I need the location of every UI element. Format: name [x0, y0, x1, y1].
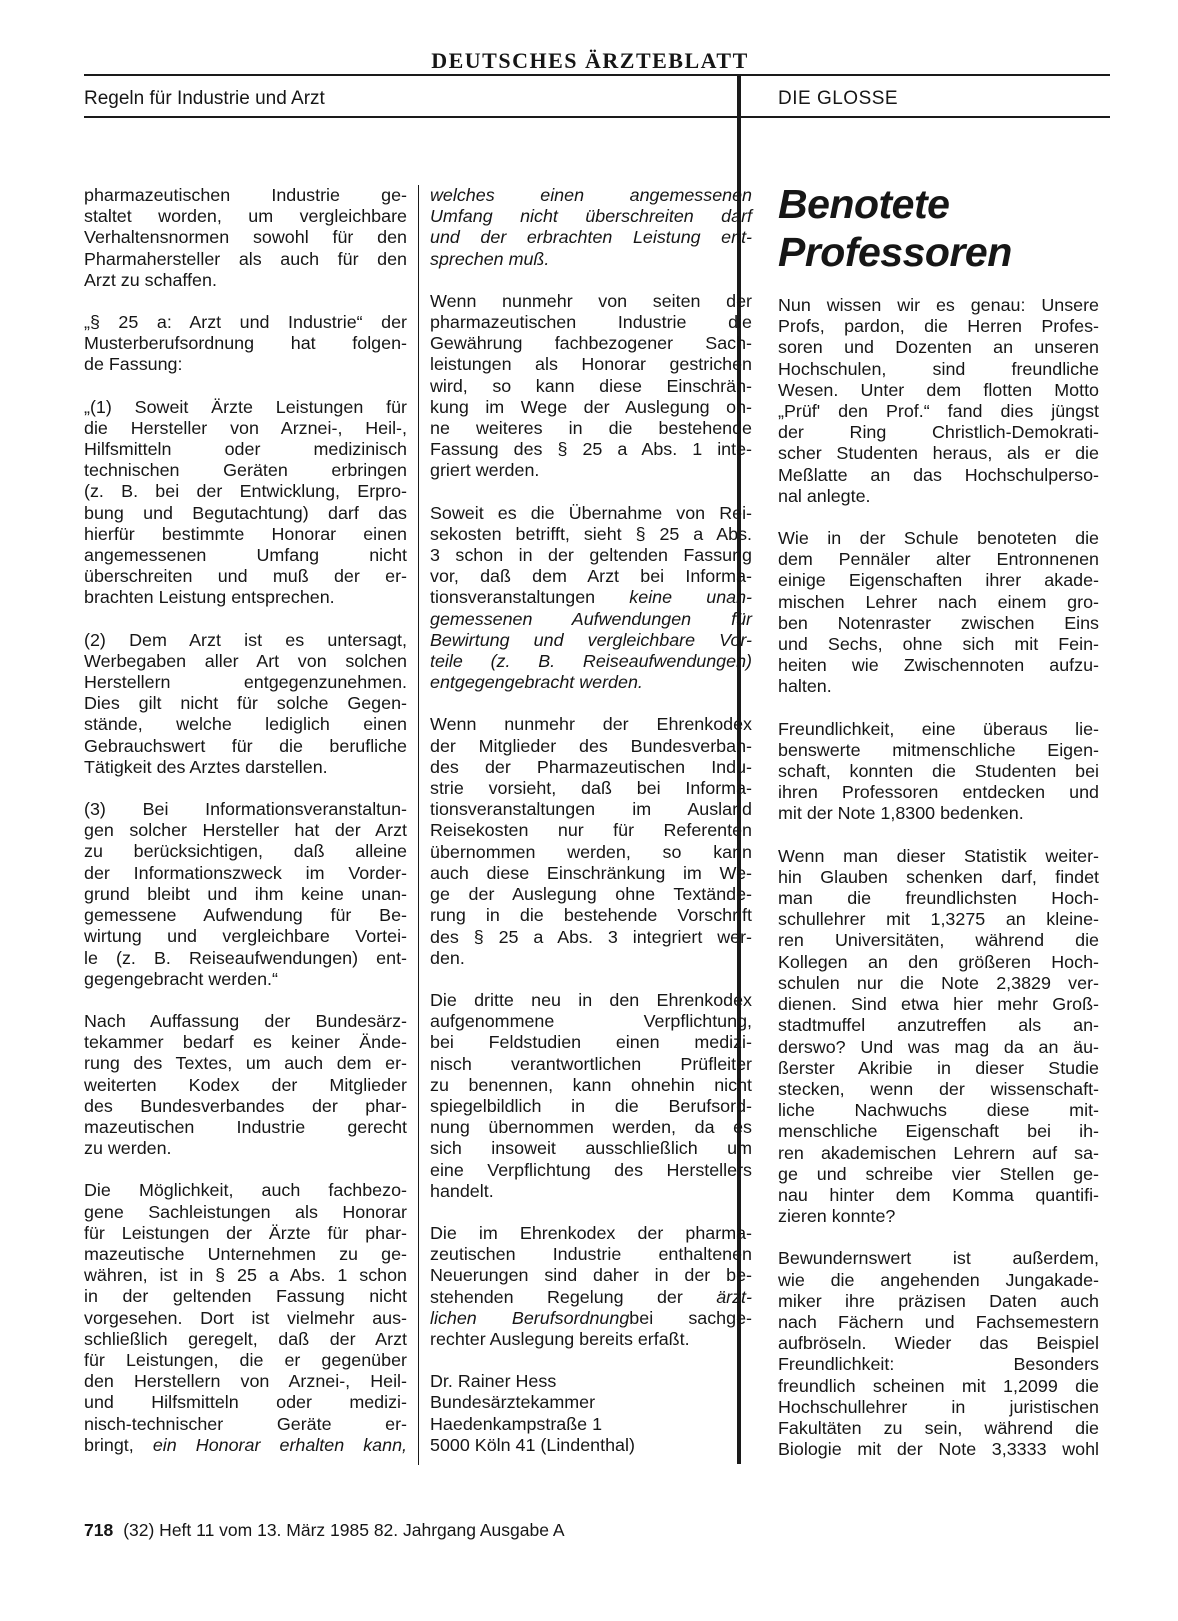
- text-line: miker ihre präzisen Daten auch: [778, 1290, 1099, 1311]
- text-line: mit der Note 1,8300 bedenken.: [778, 803, 1024, 824]
- paragraph: [778, 1248, 1099, 1460]
- text-line: grund bleibt und ihm keine unan-: [84, 883, 407, 904]
- paragraph: [84, 397, 407, 609]
- paragraph: [430, 1371, 752, 1456]
- text-line: des Bundesverbandes der phar-: [84, 1095, 407, 1116]
- paragraph: [430, 291, 752, 482]
- section-label-left: Regeln für Industrie und Arzt: [84, 88, 325, 109]
- text-line: [84, 1435, 407, 1456]
- text-line: menschliche Eigenschaft bei ih-: [778, 1121, 1099, 1142]
- text-line: der Informationszweck im Vorder-: [84, 862, 407, 883]
- paragraph: [778, 719, 1099, 825]
- header-top-rule: [84, 74, 1110, 76]
- article-column-1: [84, 185, 407, 1477]
- paragraph: [84, 799, 407, 990]
- text-line: weiterten Kodex der Mitglieder: [84, 1074, 407, 1095]
- text-line: pharmazeutischen Industrie die: [430, 312, 752, 333]
- paragraph: [84, 185, 407, 291]
- italic-span: ein Honorar erhalten kann,: [152, 1434, 407, 1455]
- text-line: le (z. B. Reiseaufwendungen) ent-: [84, 947, 407, 968]
- text-line: freundlich scheinen mit 1,2099 die: [778, 1375, 1099, 1396]
- text-line: aufbröseln. Wieder das Beispiel: [778, 1333, 1099, 1354]
- text-line: griert werden.: [430, 460, 540, 481]
- paragraph: [778, 528, 1099, 698]
- text-line: Bewirtung und vergleichbare Vor-: [430, 629, 752, 650]
- text-line: Nun wissen wir es genau: Unsere: [778, 295, 1099, 315]
- issue-info: (32) Heft 11 vom 13. März 1985 82. Jahrgang Ausgabe A: [123, 1520, 565, 1540]
- article-column-2: [430, 185, 752, 1477]
- text-line: Dies gilt nicht für solche Gegen-: [84, 693, 407, 714]
- text-line: übernommen werden, so kann: [430, 841, 752, 862]
- paragraph: [430, 714, 752, 968]
- text-line: Tätigkeit des Arztes darstellen.: [84, 756, 328, 777]
- text-line: „Prüf' den Prof.“ fand dies jüngst: [778, 401, 1099, 422]
- paragraph: [430, 185, 752, 270]
- italic-span: keine unan-: [629, 587, 753, 608]
- text-line: rechter Auslegung bereits erfaßt.: [430, 1328, 690, 1349]
- text-line: derswo? Und was mag da an äu-: [778, 1036, 1099, 1057]
- text-line: welches einen angemessenen: [430, 185, 752, 205]
- section-label-right: DIE GLOSSE: [778, 88, 899, 109]
- text-line: die Hersteller von Arznei-, Heil-,: [84, 417, 407, 438]
- text-span: bei sachge-: [629, 1307, 752, 1328]
- text-line: Arzt zu schaffen.: [84, 269, 217, 290]
- text-line: schullehrer mit 1,3275 an kleine-: [778, 909, 1099, 930]
- text-line: stände, welche lediglich einen: [84, 714, 407, 735]
- text-line: schulen nur die Note 2,3829 ver-: [778, 972, 1099, 993]
- text-line: Musterberufsordnung hat folgen-: [84, 333, 407, 354]
- text-line: und Sechs, ohne sich mit Fein-: [778, 634, 1099, 655]
- text-line: dienen. Sind etwa hier mehr Groß-: [778, 994, 1099, 1015]
- text-line: aufgenommene Verpflichtung,: [430, 1011, 752, 1032]
- text-line: technischen Geräten erbringen: [84, 460, 407, 481]
- text-line: Fassung des § 25 a Abs. 1 inte-: [430, 439, 752, 460]
- text-line: hin Glauben schenken darf, findet: [778, 866, 1099, 887]
- text-line: sich insoweit ausschließlich um: [430, 1138, 752, 1159]
- text-span: stehenden Regelung der: [430, 1286, 717, 1307]
- paragraph: [778, 846, 1099, 1228]
- text-line: nau hinter dem Komma quantifi-: [778, 1184, 1099, 1205]
- paragraph: [84, 630, 407, 778]
- column-separator-thin: [418, 185, 419, 1465]
- text-line: des der Pharmazeutischen Indu-: [430, 756, 752, 777]
- text-line: rung in die bestehende Vorschrift: [430, 905, 752, 926]
- paragraph: [84, 1180, 407, 1456]
- paragraph: [84, 1011, 407, 1159]
- text-line: wirtung und vergleichbare Vortei-: [84, 926, 407, 947]
- text-line: währen, ist in § 25 a Abs. 1 schon: [84, 1265, 407, 1286]
- text-line: mazeutische Unternehmen zu ge-: [84, 1243, 407, 1264]
- text-span: bringt,: [84, 1434, 153, 1455]
- text-line: und der erbrachten Leistung ent-: [430, 227, 752, 248]
- text-line: zu berücksichtigen, daß alleine: [84, 841, 407, 862]
- text-line: sekosten betrifft, sieht § 25 a Abs.: [430, 523, 752, 544]
- text-span: tionsveranstaltungen: [430, 587, 630, 608]
- text-line: ge und schreibe vier Stellen ge-: [778, 1163, 1099, 1184]
- text-line: (2) Dem Arzt ist es untersagt,: [84, 629, 407, 650]
- text-line: sprechen muß.: [430, 248, 550, 269]
- text-line: mazeutischen Industrie gerecht: [84, 1116, 407, 1137]
- text-line: dem Pennäler alter Entronnenen: [778, 549, 1099, 570]
- text-line: stecken, wenn der wissenschaft-: [778, 1078, 1099, 1099]
- text-line: ben Notenraster zwischen Eins: [778, 612, 1099, 633]
- text-line: ne weiteres in die bestehende: [430, 418, 752, 439]
- text-line: Wenn nunmehr von seiten der: [430, 290, 752, 311]
- text-line: scher Studenten heraus, als er die: [778, 443, 1099, 464]
- text-line: benswerte mitmenschliche Eigen-: [778, 739, 1099, 760]
- text-line: Freundlichkeit, eine überaus lie-: [778, 718, 1099, 739]
- text-line: für Leistungen der Ärzte für phar-: [84, 1222, 407, 1243]
- text-line: liche Nachwuchs diese mit-: [778, 1100, 1099, 1121]
- text-line: Gewährung fachbezogener Sach-: [430, 333, 752, 354]
- text-line: ihren Professoren entdecken und: [778, 782, 1099, 803]
- text-line: heiten wie Zwischennoten aufzu-: [778, 655, 1099, 676]
- text-line: Reisekosten nur für Referenten: [430, 820, 752, 841]
- text-line: Wie in der Schule benoteten die: [778, 528, 1099, 549]
- text-line: Hochschullehrer in juristischen: [778, 1396, 1099, 1417]
- text-line: leistungen als Honorar gestrichen: [430, 354, 752, 375]
- text-line: man die freundlichsten Hoch-: [778, 888, 1099, 909]
- text-line: entgegengebracht werden.: [430, 672, 643, 693]
- text-line: der Mitglieder des Bundesverban-: [430, 735, 752, 756]
- paragraph: [430, 990, 752, 1202]
- text-line: [430, 1287, 752, 1308]
- text-line: Hochschulen, sind freundliche: [778, 358, 1099, 379]
- text-line: [430, 1308, 752, 1329]
- text-line: und Hilfsmitteln oder medizi-: [84, 1392, 407, 1413]
- text-line: vor, daß dem Arzt bei Informa-: [430, 566, 752, 587]
- text-line: [430, 587, 752, 608]
- text-line: Wenn man dieser Statistik weiter-: [778, 845, 1099, 866]
- text-line: den.: [430, 947, 465, 968]
- text-line: Kollegen an den größeren Hoch-: [778, 951, 1099, 972]
- text-line: Die im Ehrenkodex der pharma-: [430, 1222, 752, 1243]
- text-line: rung des Textes, um auch dem er-: [84, 1053, 407, 1074]
- author-signature: [430, 1371, 752, 1456]
- text-line: Verhaltensnormen sowohl für den: [84, 227, 407, 248]
- paragraph: [778, 295, 1099, 507]
- text-line: eine Verpflichtung des Herstellers: [430, 1159, 752, 1180]
- text-line: Fakultäten zu sein, während die: [778, 1417, 1099, 1438]
- text-line: handelt.: [430, 1180, 494, 1201]
- headline-line-2: Professoren: [778, 229, 1012, 275]
- text-line: (z. B. bei der Entwicklung, Erpro-: [84, 481, 407, 502]
- text-line: schaft, konnten die Studenten bei: [778, 761, 1099, 782]
- signature-street: Haedenkampstraße 1: [430, 1413, 603, 1434]
- text-line: Soweit es die Übernahme von Rei-: [430, 502, 752, 523]
- text-line: für Leistungen, die er gegenüber: [84, 1349, 407, 1370]
- text-line: de Fassung:: [84, 354, 183, 375]
- text-line: ßerster Akribie in dieser Studie: [778, 1057, 1099, 1078]
- glosse-headline: [778, 180, 1108, 276]
- text-line: „§ 25 a: Arzt und Industrie“ der: [84, 312, 407, 333]
- signature-city: 5000 Köln 41 (Lindenthal): [430, 1434, 635, 1455]
- text-line: tekammer bedarf es keiner Ände-: [84, 1032, 407, 1053]
- text-line: Werbegaben aller Art von solchen: [84, 650, 407, 671]
- text-line: gemessene Aufwendung für Be-: [84, 905, 407, 926]
- text-line: Umfang nicht überschreiten darf: [430, 206, 752, 227]
- header-bottom-rule: [84, 116, 1110, 118]
- text-line: auch diese Einschränkung im We-: [430, 862, 752, 883]
- text-line: Wenn nunmehr der Ehrenkodex: [430, 714, 752, 735]
- text-line: nach Fächern und Fachsemestern: [778, 1311, 1099, 1332]
- text-line: nung übernommen werden, da es: [430, 1117, 752, 1138]
- text-line: wie die angehenden Jungakade-: [778, 1269, 1099, 1290]
- paragraph: [430, 1223, 752, 1350]
- text-line: mischen Lehrer nach einem gro-: [778, 591, 1099, 612]
- text-line: brachten Leistung entsprechen.: [84, 587, 335, 608]
- text-line: einige Eigenschaften ihrer akade-: [778, 570, 1099, 591]
- text-line: halten.: [778, 676, 832, 697]
- paragraph: [84, 312, 407, 376]
- text-line: spiegelbildlich in die Berufsord-: [430, 1095, 752, 1116]
- text-line: tionsveranstaltungen im Ausland: [430, 799, 752, 820]
- text-line: überschreiten und muß der er-: [84, 566, 407, 587]
- italic-span: lichen Berufsordnung: [430, 1307, 630, 1328]
- text-line: Nach Auffassung der Bundesärz-: [84, 1010, 407, 1031]
- text-line: der Ring Christlich-Demokrati-: [778, 422, 1099, 443]
- text-line: Die Möglichkeit, auch fachbezo-: [84, 1180, 407, 1201]
- text-line: Neuerungen sind daher in der be-: [430, 1265, 752, 1286]
- text-line: zu benennen, kann ohnehin nicht: [430, 1074, 752, 1095]
- text-line: strie vorsieht, daß bei Informa-: [430, 778, 752, 799]
- text-line: teile (z. B. Reiseaufwendungen): [430, 651, 752, 672]
- text-line: zu werden.: [84, 1138, 172, 1159]
- text-line: Herstellern entgegenzunehmen.: [84, 672, 407, 693]
- text-line: bei Feldstudien einen medizi-: [430, 1032, 752, 1053]
- text-line: soren und Dozenten an unseren: [778, 337, 1099, 358]
- text-line: gene Sachleistungen als Honorar: [84, 1201, 407, 1222]
- text-line: des § 25 a Abs. 3 integriert wer-: [430, 926, 752, 947]
- text-line: zieren konnte?: [778, 1206, 896, 1227]
- text-line: (3) Bei Informationsveranstaltun-: [84, 799, 407, 820]
- text-line: schließlich geregelt, daß der Arzt: [84, 1328, 407, 1349]
- text-line: Gebrauchswert für die berufliche: [84, 735, 407, 756]
- text-line: ren akademischen Lehrern auf sa-: [778, 1142, 1099, 1163]
- text-line: Hilfsmitteln oder medizinisch: [84, 439, 407, 460]
- text-line: Die dritte neu in den Ehrenkodex: [430, 989, 752, 1010]
- text-line: „(1) Soweit Ärzte Leistungen für: [84, 396, 407, 417]
- page-footer: [84, 1520, 565, 1541]
- text-line: Biologie mit der Note 3,3333 wohl: [778, 1439, 1099, 1460]
- text-line: Meßlatte an das Hochschulperso-: [778, 464, 1099, 485]
- text-line: ge der Auslegung ohne Textände-: [430, 884, 752, 905]
- page-number: 718: [84, 1520, 114, 1540]
- text-line: ren Universitäten, während die: [778, 930, 1099, 951]
- text-line: staltet worden, um vergleichbare: [84, 206, 407, 227]
- signature-org: Bundesärztekammer: [430, 1392, 596, 1413]
- text-line: in der geltenden Fassung nicht: [84, 1286, 407, 1307]
- text-line: stadtmuffel anzutreffen als an-: [778, 1015, 1099, 1036]
- text-line: kung im Wege der Auslegung oh-: [430, 396, 752, 417]
- signature-name: Dr. Rainer Hess: [430, 1371, 557, 1392]
- paragraph: [430, 503, 752, 694]
- text-line: wird, so kann diese Einschrän-: [430, 375, 752, 396]
- headline-line-1: Benotete: [778, 181, 950, 227]
- text-line: nal anlegte.: [778, 485, 871, 506]
- masthead-title: DEUTSCHES ÄRZTEBLATT: [431, 48, 749, 73]
- text-line: bung und Begutachtung) darf das: [84, 502, 407, 523]
- text-line: nisch-technischer Geräte er-: [84, 1413, 407, 1434]
- text-line: Freundlichkeit: Besonders: [778, 1354, 1099, 1375]
- text-line: den Herstellern von Arznei-, Heil-: [84, 1371, 407, 1392]
- text-line: pharmazeutischen Industrie ge-: [84, 185, 407, 205]
- text-line: hierfür bestimmte Honorar einen: [84, 523, 407, 544]
- italic-span: ärzt-: [716, 1286, 752, 1307]
- glosse-column: [778, 295, 1099, 1481]
- text-line: nisch verantwortlichen Prüfleiter: [430, 1053, 752, 1074]
- text-line: gen solcher Hersteller hat der Arzt: [84, 820, 407, 841]
- text-line: zeutischen Industrie enthaltenen: [430, 1244, 752, 1265]
- text-line: 3 schon in der geltenden Fassung: [430, 545, 752, 566]
- text-line: Pharmahersteller als auch für den: [84, 248, 407, 269]
- text-line: Bewundernswert ist außerdem,: [778, 1248, 1099, 1269]
- text-line: Profs, pardon, die Herren Profes-: [778, 316, 1099, 337]
- text-line: gegengebracht werden.“: [84, 968, 278, 989]
- text-line: angemessenen Umfang nicht: [84, 545, 407, 566]
- text-line: gemessenen Aufwendungen für: [430, 608, 752, 629]
- text-line: vorgesehen. Dort ist vielmehr aus-: [84, 1307, 407, 1328]
- text-line: Wesen. Unter dem flotten Motto: [778, 379, 1099, 400]
